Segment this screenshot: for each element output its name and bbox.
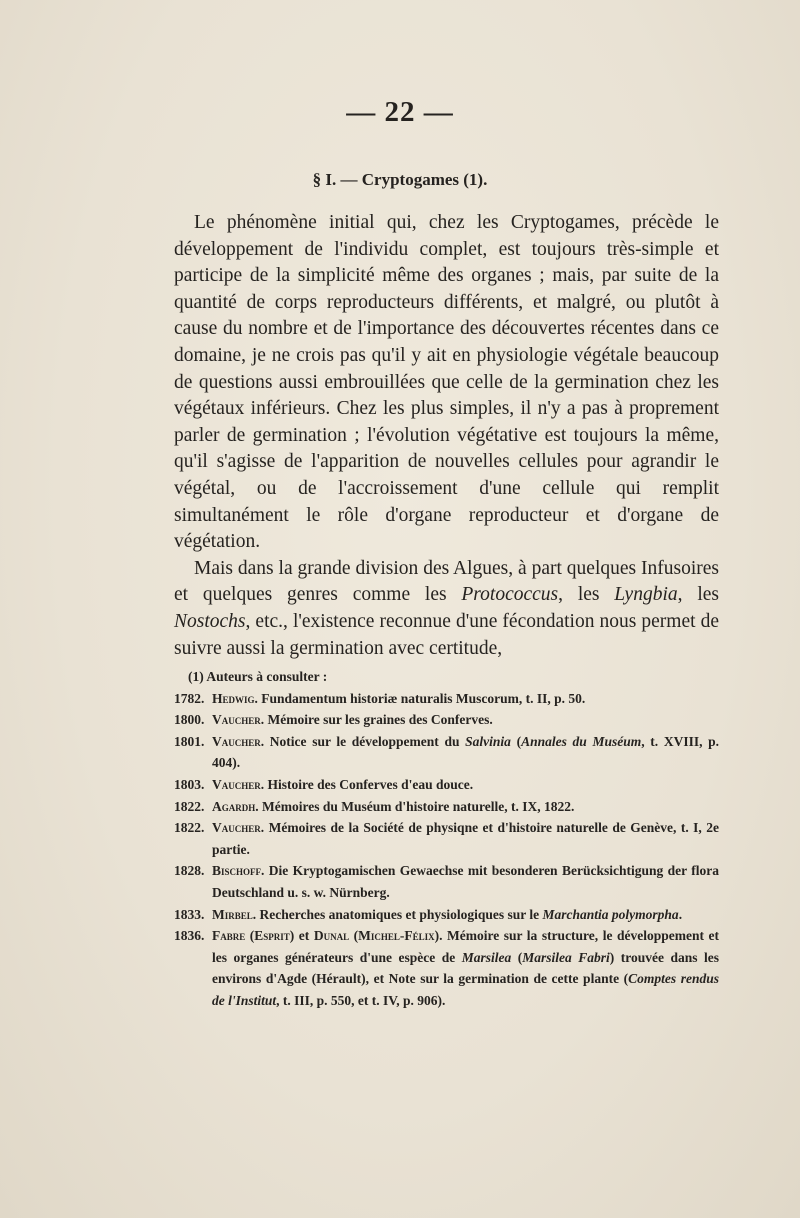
text-run: Fundamentum historiæ naturalis Muscorum, t. II, p. 50. <box>257 690 586 706</box>
footnote-entry <box>174 774 719 796</box>
footnote-year: 1782. <box>174 690 205 706</box>
author-name: Hedwig. <box>212 690 258 706</box>
section-title: § I. — Cryptogames (1). <box>312 170 488 189</box>
author-name: Vaucher. <box>212 820 265 836</box>
italic-text: Nostochs <box>174 610 246 632</box>
footnote-year: 1803. <box>174 776 205 792</box>
footnotes <box>174 666 719 1012</box>
italic-text: Salvinia <box>465 733 511 749</box>
footnote-text <box>212 796 719 818</box>
text-run: . <box>678 906 683 922</box>
author-name: Vaucher. <box>212 712 265 728</box>
text-run: ( <box>510 733 522 749</box>
italic-text: Annales du Muséum <box>521 733 642 749</box>
text-run: Mais dans la grande division des Algues, à part quelques Infusoires et quelques genres comme les <box>174 557 719 606</box>
text-run: ) trouvée dans les environs d'Agde (Hérault), et Note sur la germination de cette plante ( <box>212 949 719 987</box>
footnote-text <box>212 688 719 710</box>
footnote-year: 1833. <box>174 906 205 922</box>
footnote-text <box>212 817 719 860</box>
footnote-text <box>212 904 719 926</box>
footnote-entry <box>174 904 719 926</box>
text-run: , t. XVIII, p. 404). <box>212 733 720 771</box>
footnote-entry <box>174 817 719 860</box>
footnote-year: 1801. <box>174 733 205 749</box>
footnote-year: 1822. <box>174 798 205 814</box>
author-name: Vaucher. <box>212 733 265 749</box>
footnote-year: 1828. <box>174 863 205 879</box>
text-run: , t. III, p. 550, et t. IV, p. 906). <box>276 992 446 1008</box>
footnote-entry <box>174 731 719 774</box>
text-run: Mémoire sur les graines des Conferves. <box>264 712 493 728</box>
footnote-text <box>212 774 719 796</box>
text-run: Histoire des Conferves d'eau douce. <box>264 776 474 792</box>
italic-text: Lyngbia <box>614 584 678 606</box>
text-run: Mémoires du Muséum d'histoire naturelle, t. IX, 1822. <box>258 798 575 814</box>
italic-text: Marsilea <box>461 949 512 965</box>
text-run: et <box>294 928 314 944</box>
italic-text: Marchantia polymorpha <box>542 906 679 922</box>
text-run: , les <box>677 584 719 606</box>
footnote-text <box>212 925 719 1011</box>
footnote-year: 1822. <box>174 820 205 836</box>
text-run: Mémoires de la Société de physiqne et d'histoire naturelle de Genève, t. I, 2e partie. <box>212 820 719 857</box>
footnote-entry <box>174 796 719 818</box>
footnote-year: 1836. <box>174 928 205 944</box>
italic-text: Marsilea Fabri <box>522 949 610 965</box>
footnote-entry <box>174 925 719 1011</box>
footnote-text <box>212 860 719 903</box>
text-run: , les <box>558 584 615 606</box>
footnote-header: (1) Auteurs à consulter : <box>188 669 328 684</box>
footnote-text <box>212 709 719 731</box>
text-run: , etc., l'existence reconnue d'une fécondation nous permet de suivre aussi la germination avec certitude, <box>174 610 719 659</box>
footnote-year: 1800. <box>174 712 205 728</box>
italic-text: Comptes rendus de l'Institut <box>212 971 719 1008</box>
text-run: Le phénomène initial qui, chez les Cryptogames, précède le développement de l'individu complet, est toujours très-simple et participe de la simplicité même des organes ; mais, par suite de la quantité de corps reproducteurs différents, et malgré, ou plutôt à cause du nombre et de l'importance des découvertes récentes dans ce domaine, je ne crois pas qu'il y ait en physiologie végétale beaucoup de questions aussi embrouillées que celle de la germination chez les végétaux inférieurs. Chez les plus simples, il n'y a pas à proprement parler de germination ; l'évolution végétative est toujours la même, qu'il s'agisse de l'apparition de nouvelles cellules pour agrandir le végétal, ou de l'accroissement d'une cellule qui remplit simultanément le rôle d'organe reproducteur et d'organe de végétation. <box>174 212 719 553</box>
author-name: Bischoff. <box>212 863 265 879</box>
paragraph <box>174 556 719 662</box>
author-name: Fabre (Esprit) <box>212 928 295 944</box>
text-run: Notice sur le développement du <box>264 733 466 749</box>
text-run: Recherches anatomiques et physiologiques sur le <box>256 906 543 922</box>
text-run: . Mémoire sur la structure, le développement et les organes générateurs d'une espèce de <box>212 928 719 965</box>
text-run: ( <box>511 949 523 965</box>
footnote-entry <box>174 688 719 710</box>
body-text <box>174 210 719 662</box>
footnote-list <box>174 688 719 1012</box>
author-name: Mirbel. <box>212 906 257 922</box>
footnote-text <box>212 731 719 774</box>
text-run: Die Kryptogamischen Gewaechse mit besonderen Berücksichtigung der flora Deutschland u. s. w. Nürnberg. <box>212 863 719 900</box>
footnote-entry <box>174 709 719 731</box>
author-name: Vaucher. <box>212 776 265 792</box>
page-number: — 22 — <box>346 96 454 128</box>
author-name: Dunal (Michel-Félix) <box>313 928 440 944</box>
italic-text: Protococcus <box>461 584 559 606</box>
footnote-entry <box>174 860 719 903</box>
paragraph <box>174 210 719 556</box>
author-name: Agardh. <box>212 798 259 814</box>
